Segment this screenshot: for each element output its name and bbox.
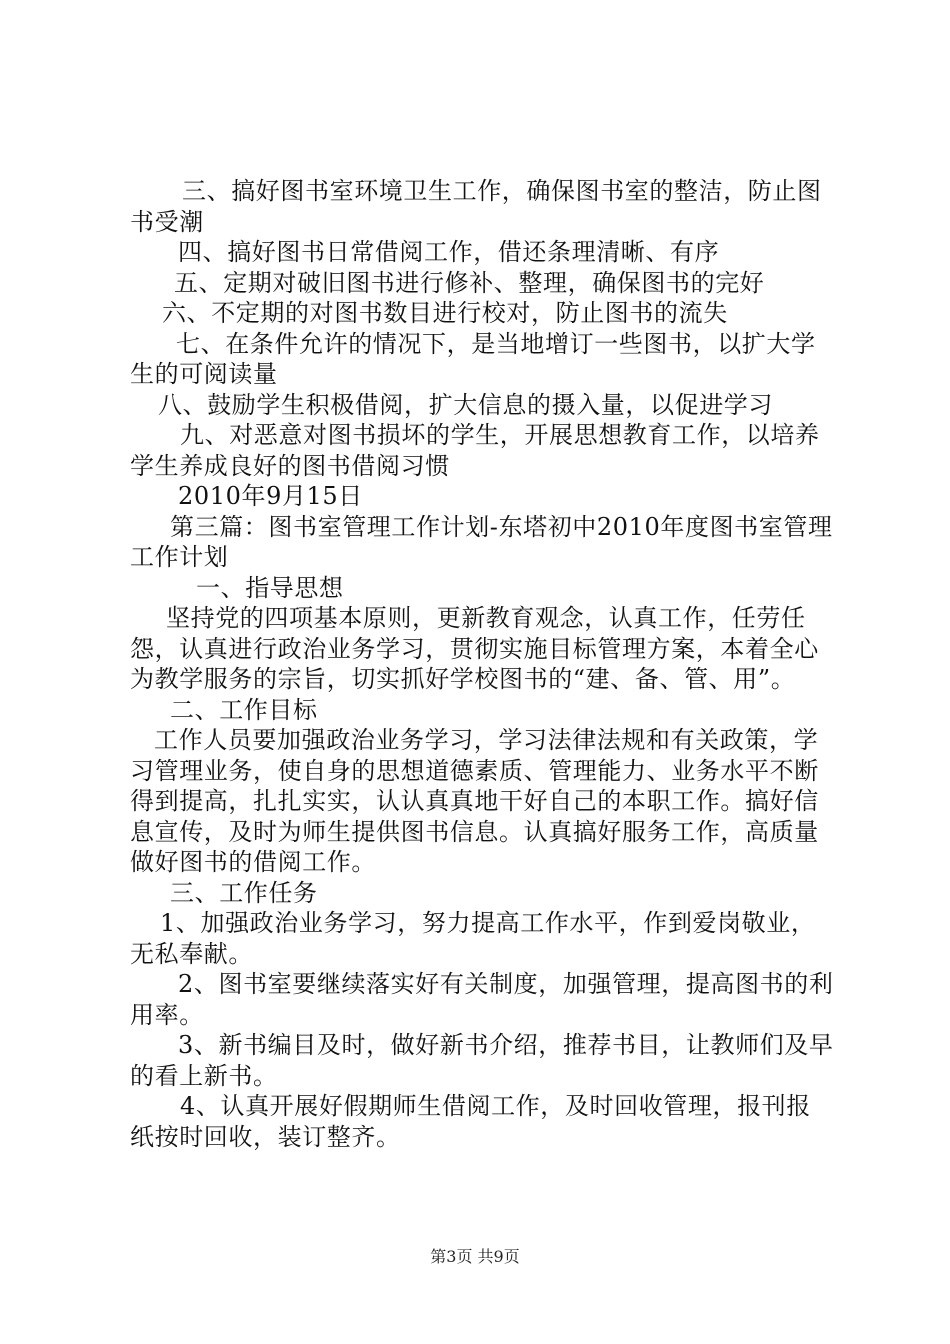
paragraph-3: 五、定期对破旧图书进行修补、整理，确保图书的完好 xyxy=(174,268,765,297)
paragraph-work-goals: 工作人员要加强政治业务学习，学习法律法规和有关政策，学习管理业务，使自身的思想道德素质、管理能力、业务水平不断得到提高，扎扎实实，认认真真地干好自己的本职工作。搞好信息宣传，及时为师生提供图书信息。认真搞好服务工作，高质量做好图书的借阅工作。 xyxy=(130,726,819,876)
heading-work-tasks: 三、工作任务 xyxy=(170,878,318,907)
date-line: 2010年9月15日 xyxy=(178,482,363,510)
page-number-footer: 第3页 共9页 xyxy=(430,1247,520,1266)
paragraph-2: 四、搞好图书日常借阅工作，借还条理清晰、有序 xyxy=(178,238,720,266)
paragraph-6: 八、鼓励学生积极借阅，扩大信息的摄入量，以促进学习 xyxy=(158,390,773,419)
task-item-2: 2、图书室要继续落实好有关制度，加强管理，提高图书的利用率。 xyxy=(130,970,834,1029)
section-title: 第三篇：图书室管理工作计划-东塔初中2010年度图书室管理工作计划 xyxy=(130,512,833,571)
paragraph-5: 七、在条件允许的情况下，是当地增订一些图书，以扩大学生的可阅读量 xyxy=(130,329,816,388)
task-item-4: 4、认真开展好假期师生借阅工作，及时回收管理，报刊报纸按时回收，装订整齐。 xyxy=(130,1092,811,1151)
paragraph-guiding-thought: 坚持党的四项基本原则，更新教育观念，认真工作，任劳任怨，认真进行政治业务学习，贯彻实施目标管理方案，本着全心为教学服务的宗旨，切实抓好学校图书的“建、备、管、用”。 xyxy=(130,604,819,693)
paragraph-7: 九、对恶意对图书损坏的学生，开展思想教育工作，以培养学生养成良好的图书借阅习惯 xyxy=(130,421,820,480)
document-body xyxy=(130,176,835,1152)
task-item-1: 1、加强政治业务学习，努力提高工作水平，作到爱岗敬业，无私奉献。 xyxy=(130,909,816,968)
heading-work-goals: 二、工作目标 xyxy=(170,695,318,724)
paragraph-1: 三、搞好图书室环境卫生工作，确保图书室的整洁，防止图书受潮 xyxy=(130,177,822,236)
paragraph-4: 六、不定期的对图书数目进行校对，防止图书的流失 xyxy=(162,299,728,327)
task-item-3: 3、新书编目及时，做好新书介绍，推荐书目，让教师们及早的看上新书。 xyxy=(130,1031,834,1090)
heading-guiding-thought: 一、指导思想 xyxy=(196,573,344,602)
